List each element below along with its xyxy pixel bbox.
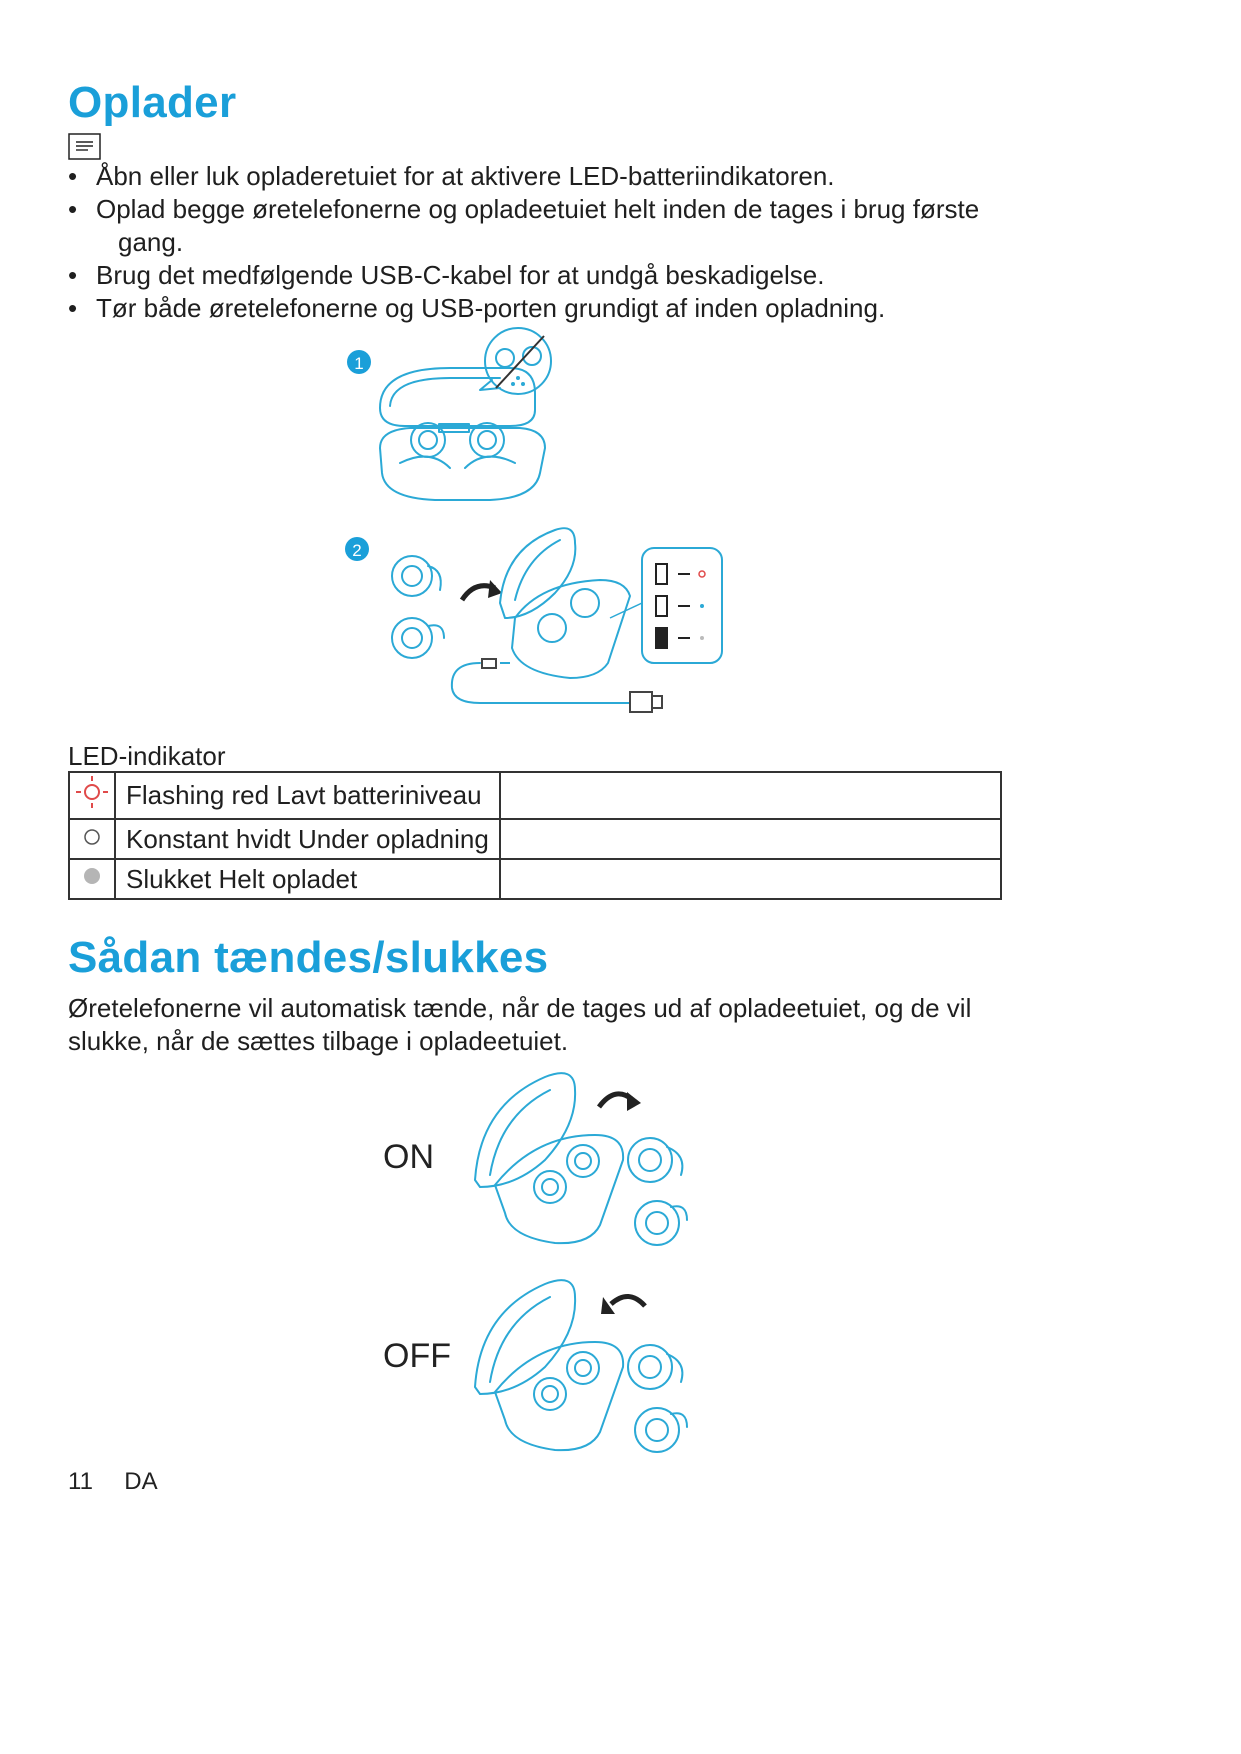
on-illustration: [465, 1065, 705, 1260]
svg-text:1: 1: [354, 354, 364, 373]
bullet-item: • Tør både øretelefonerne og USB-porten grundigt af inden opladning.: [68, 292, 1048, 325]
page-footer: [68, 1468, 158, 1496]
section-title-oplader: Oplader: [68, 78, 237, 127]
svg-text:2: 2: [352, 541, 362, 560]
charging-bullets: [68, 160, 1048, 325]
table-row: [69, 819, 1001, 859]
page-number: 11: [68, 1468, 93, 1495]
off-illustration: [465, 1272, 705, 1467]
empty-cell: [500, 819, 1001, 859]
bullet-item: • Åbn eller luk opladeretuiet for at aktivere LED-batteriindikatoren.: [68, 160, 1048, 193]
led-indicator-table: [68, 771, 1002, 900]
flashing-red-led-icon: [69, 772, 115, 819]
table-row: [69, 772, 1001, 819]
off-led-icon: [69, 859, 115, 899]
table-row: [69, 859, 1001, 899]
empty-cell: [500, 772, 1001, 819]
led-status-text: Flashing red Lavt batteriniveau: [115, 772, 500, 819]
paragraph-line: slukke, når de sættes tilbage i opladeetuiet.: [68, 1026, 569, 1056]
white-led-icon: [69, 819, 115, 859]
off-label: OFF: [383, 1337, 451, 1375]
led-indicator-heading: LED-indikator: [68, 741, 226, 771]
charging-illustration: [340, 318, 740, 733]
empty-cell: [500, 859, 1001, 899]
bullet-item: • Brug det medfølgende USB-C-kabel for at undgå beskadigelse.: [68, 259, 1048, 292]
bullet-item: • Oplad begge øretelefonerne og opladeetuiet helt inden de tages i brug første gang.: [68, 193, 1048, 259]
led-status-text: Slukket Helt opladet: [115, 859, 500, 899]
paragraph-line: Øretelefonerne vil automatisk tænde, når de tages ud af opladeetuiet, og de vil: [68, 993, 972, 1023]
led-status-text: Konstant hvidt Under opladning: [115, 819, 500, 859]
step-2-badge: [345, 537, 369, 561]
step-1-badge: [347, 350, 371, 374]
on-label: ON: [383, 1138, 434, 1176]
language-code: DA: [124, 1468, 158, 1495]
on-off-paragraph: [68, 992, 1068, 1058]
section-title-on-off: Sådan tændes/slukkes: [68, 933, 549, 982]
